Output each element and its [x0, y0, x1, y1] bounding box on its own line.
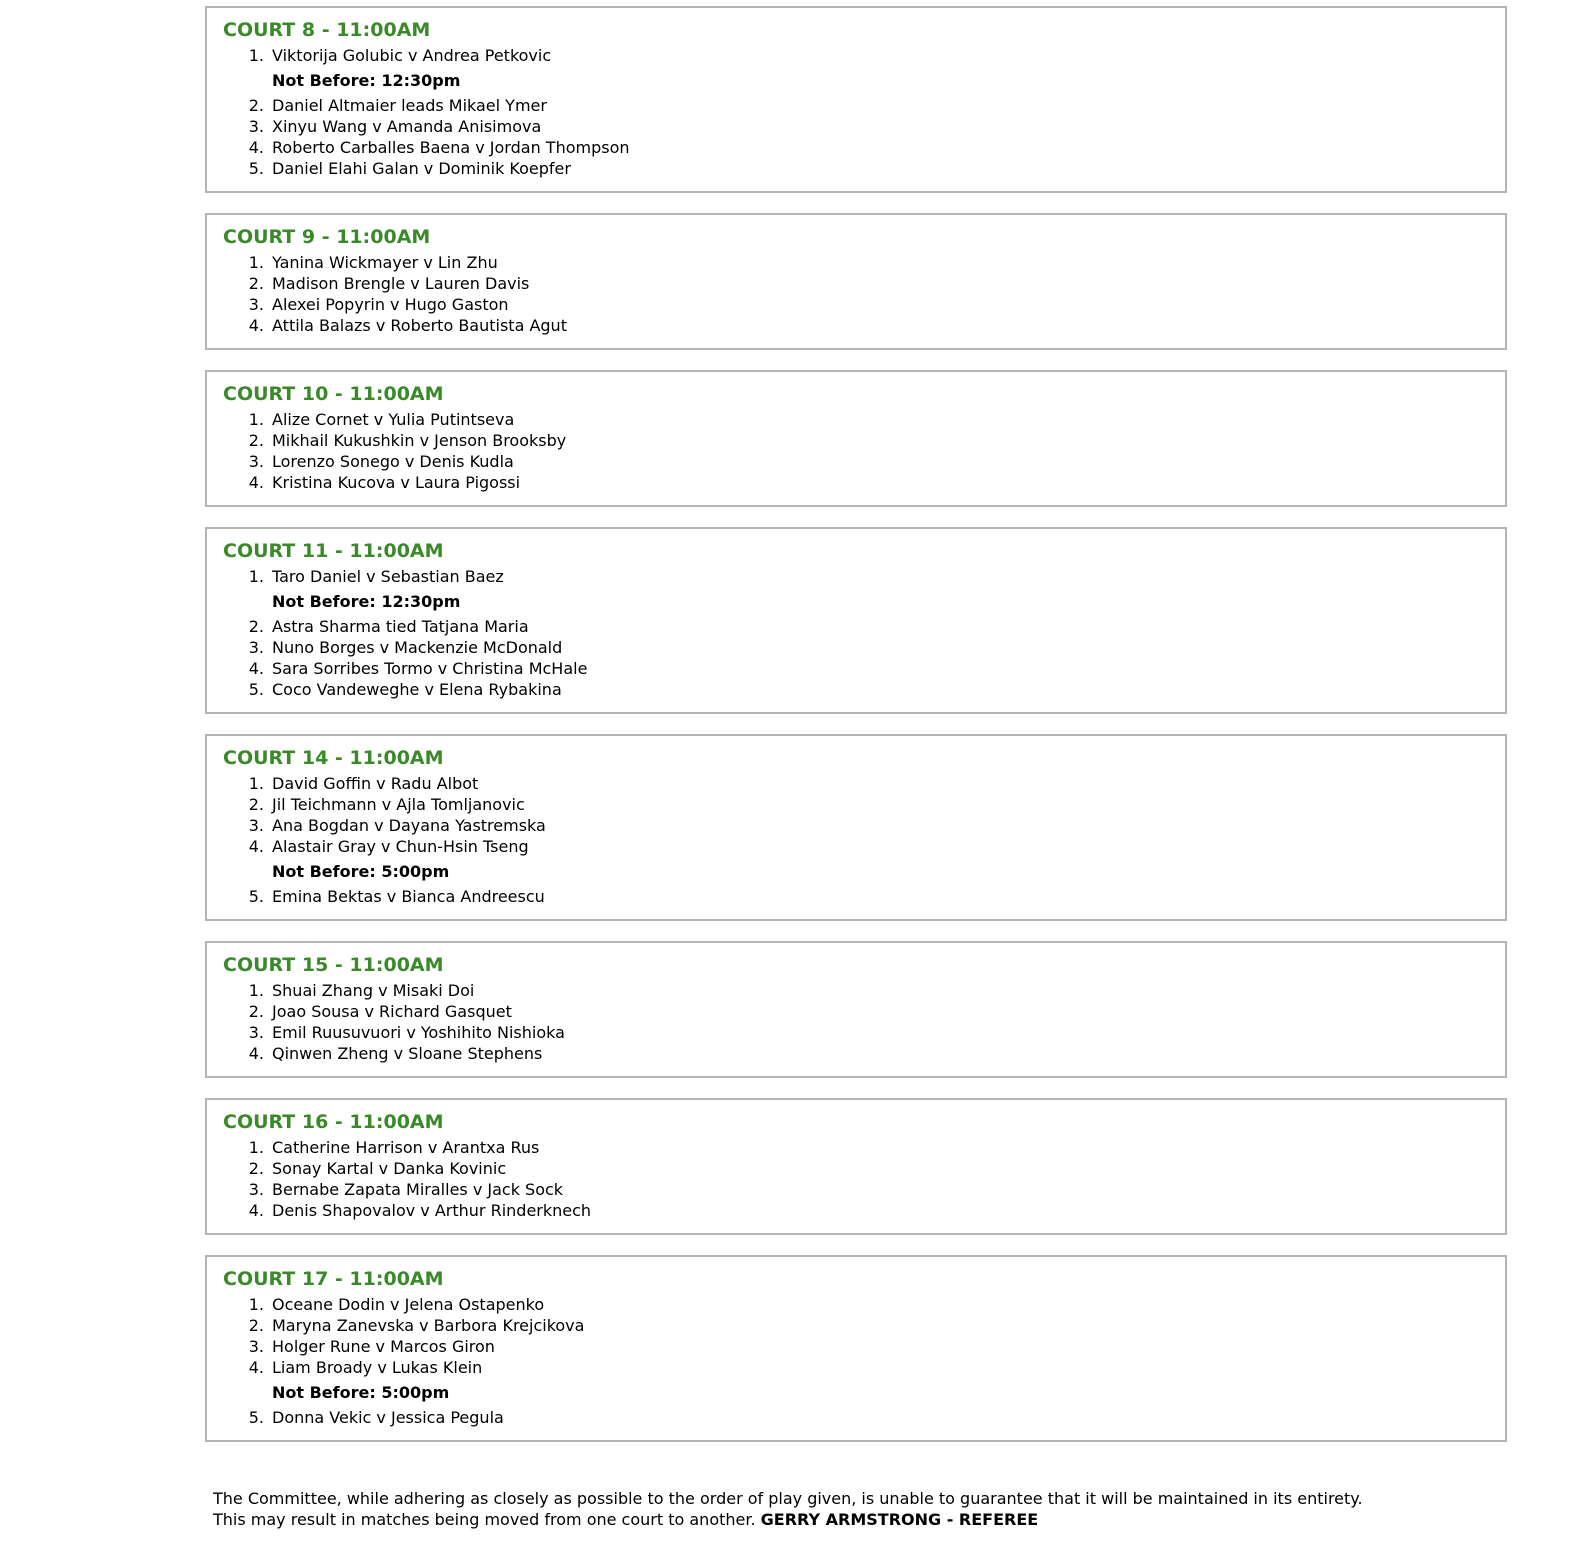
- disclaimer-line-2: [213, 1509, 1363, 1530]
- match-entry: [223, 1043, 1489, 1064]
- match-number: 2.: [248, 1159, 264, 1178]
- match-text: Bernabe Zapata Miralles v Jack Sock: [272, 1180, 564, 1199]
- disclaimer-text: This may result in matches being moved from one court to another.: [213, 1510, 756, 1529]
- footer-disclaimer: [213, 1488, 1363, 1530]
- match-text: Taro Daniel v Sebastian Baez: [272, 567, 504, 586]
- match-entry: [223, 886, 1489, 907]
- court-title: COURT 8 - 11:00AM: [223, 19, 431, 41]
- match-number: 1.: [248, 46, 264, 65]
- not-before-note: Not Before: 5:00pm: [272, 862, 450, 881]
- match-number: 3.: [248, 638, 264, 657]
- match-entry: [223, 616, 1489, 637]
- match-number: 4.: [248, 316, 264, 335]
- court-block: [205, 734, 1507, 921]
- match-number: 2.: [248, 431, 264, 450]
- match-entry: [223, 451, 1489, 472]
- court-title: COURT 10 - 11:00AM: [223, 383, 444, 405]
- match-entry: [223, 1407, 1489, 1428]
- match-entry: [223, 472, 1489, 493]
- match-entry: [223, 430, 1489, 451]
- match-text: Coco Vandeweghe v Elena Rybakina: [272, 680, 562, 699]
- match-text: Alexei Popyrin v Hugo Gaston: [272, 295, 509, 314]
- court-title: COURT 9 - 11:00AM: [223, 226, 431, 248]
- match-text: Emil Ruusuvuori v Yoshihito Nishioka: [272, 1023, 565, 1042]
- match-number: 3.: [248, 816, 264, 835]
- match-number: 1.: [248, 774, 264, 793]
- match-entry: [223, 252, 1489, 273]
- match-entry: [223, 1137, 1489, 1158]
- match-entry: [223, 980, 1489, 1001]
- match-number: 4.: [248, 1044, 264, 1063]
- match-entry: [223, 1336, 1489, 1357]
- court-block: [205, 527, 1507, 714]
- match-text: Ana Bogdan v Dayana Yastremska: [272, 816, 546, 835]
- match-number: 2.: [248, 274, 264, 293]
- match-text: Joao Sousa v Richard Gasquet: [272, 1002, 512, 1021]
- match-entry: [223, 409, 1489, 430]
- match-text: Daniel Elahi Galan v Dominik Koepfer: [272, 159, 571, 178]
- match-entry: [223, 658, 1489, 679]
- match-number: 3.: [248, 1180, 264, 1199]
- match-number: 5.: [248, 680, 264, 699]
- match-text: Shuai Zhang v Misaki Doi: [272, 981, 475, 1000]
- court-block: [205, 6, 1507, 193]
- match-text: Daniel Altmaier leads Mikael Ymer: [272, 96, 547, 115]
- match-number: 1.: [248, 981, 264, 1000]
- match-text: Jil Teichmann v Ajla Tomljanovic: [272, 795, 525, 814]
- match-entry: [223, 1022, 1489, 1043]
- match-number: 3.: [248, 1337, 264, 1356]
- match-number: 2.: [248, 96, 264, 115]
- court-title: COURT 15 - 11:00AM: [223, 954, 444, 976]
- match-entry: [223, 815, 1489, 836]
- court-title: COURT 17 - 11:00AM: [223, 1268, 444, 1290]
- match-text: Donna Vekic v Jessica Pegula: [272, 1408, 504, 1427]
- match-number: 3.: [248, 452, 264, 471]
- not-before-note: Not Before: 12:30pm: [272, 71, 461, 90]
- match-entry: [223, 1294, 1489, 1315]
- match-number: 4.: [248, 1201, 264, 1220]
- match-text: Catherine Harrison v Arantxa Rus: [272, 1138, 540, 1157]
- match-number: 5.: [248, 1408, 264, 1427]
- match-entry: [223, 1200, 1489, 1221]
- match-text: Holger Rune v Marcos Giron: [272, 1337, 495, 1356]
- match-text: Sara Sorribes Tormo v Christina McHale: [272, 659, 588, 678]
- match-text: Alastair Gray v Chun-Hsin Tseng: [272, 837, 529, 856]
- court-title: COURT 11 - 11:00AM: [223, 540, 444, 562]
- match-number: 1.: [248, 567, 264, 586]
- match-text: David Goffin v Radu Albot: [272, 774, 479, 793]
- match-entry: [223, 315, 1489, 336]
- court-block: [205, 213, 1507, 350]
- match-text: Madison Brengle v Lauren Davis: [272, 274, 530, 293]
- match-text: Xinyu Wang v Amanda Anisimova: [272, 117, 542, 136]
- match-entry: [223, 1179, 1489, 1200]
- match-entry: [223, 836, 1489, 857]
- match-entry: [223, 794, 1489, 815]
- match-entry: [223, 116, 1489, 137]
- match-text: Viktorija Golubic v Andrea Petkovic: [272, 46, 552, 65]
- match-text: Astra Sharma tied Tatjana Maria: [272, 617, 529, 636]
- match-entry: [223, 294, 1489, 315]
- order-of-play: [205, 6, 1507, 1462]
- match-entry: [223, 1001, 1489, 1022]
- match-text: Mikhail Kukushkin v Jenson Brooksby: [272, 431, 567, 450]
- match-entry: [223, 158, 1489, 179]
- match-number: 1.: [248, 253, 264, 272]
- court-block: [205, 941, 1507, 1078]
- match-number: 1.: [248, 1138, 264, 1157]
- match-entry: [223, 1357, 1489, 1378]
- court-block: [205, 1098, 1507, 1235]
- match-entry: [223, 1158, 1489, 1179]
- match-number: 4.: [248, 1358, 264, 1377]
- match-text: Nuno Borges v Mackenzie McDonald: [272, 638, 563, 657]
- match-number: 3.: [248, 117, 264, 136]
- match-number: 4.: [248, 837, 264, 856]
- match-text: Lorenzo Sonego v Denis Kudla: [272, 452, 514, 471]
- match-text: Attila Balazs v Roberto Bautista Agut: [272, 316, 567, 335]
- match-text: Roberto Carballes Baena v Jordan Thompson: [272, 138, 630, 157]
- court-title: COURT 14 - 11:00AM: [223, 747, 444, 769]
- match-number: 2.: [248, 795, 264, 814]
- match-number: 3.: [248, 295, 264, 314]
- match-number: 1.: [248, 410, 264, 429]
- match-number: 2.: [248, 1002, 264, 1021]
- match-entry: [223, 679, 1489, 700]
- match-number: 5.: [248, 887, 264, 906]
- match-text: Alize Cornet v Yulia Putintseva: [272, 410, 515, 429]
- match-entry: [223, 566, 1489, 587]
- match-text: Kristina Kucova v Laura Pigossi: [272, 473, 521, 492]
- match-number: 1.: [248, 1295, 264, 1314]
- match-number: 2.: [248, 1316, 264, 1335]
- court-title: COURT 16 - 11:00AM: [223, 1111, 444, 1133]
- not-before-note: Not Before: 12:30pm: [272, 592, 461, 611]
- match-text: Sonay Kartal v Danka Kovinic: [272, 1159, 507, 1178]
- match-entry: [223, 137, 1489, 158]
- match-number: 4.: [248, 659, 264, 678]
- match-entry: [223, 1315, 1489, 1336]
- match-entry: [223, 45, 1489, 66]
- match-number: 4.: [248, 473, 264, 492]
- court-block: [205, 370, 1507, 507]
- match-entry: [223, 95, 1489, 116]
- match-text: Oceane Dodin v Jelena Ostapenko: [272, 1295, 545, 1314]
- court-block: [205, 1255, 1507, 1442]
- match-number: 2.: [248, 617, 264, 636]
- match-number: 3.: [248, 1023, 264, 1042]
- match-number: 4.: [248, 138, 264, 157]
- match-entry: [223, 637, 1489, 658]
- match-text: Yanina Wickmayer v Lin Zhu: [272, 253, 498, 272]
- match-number: 5.: [248, 159, 264, 178]
- not-before-note: Not Before: 5:00pm: [272, 1383, 450, 1402]
- match-entry: [223, 773, 1489, 794]
- match-entry: [223, 273, 1489, 294]
- match-text: Liam Broady v Lukas Klein: [272, 1358, 483, 1377]
- match-text: Denis Shapovalov v Arthur Rinderknech: [272, 1201, 592, 1220]
- match-text: Qinwen Zheng v Sloane Stephens: [272, 1044, 543, 1063]
- match-text: Maryna Zanevska v Barbora Krejcikova: [272, 1316, 585, 1335]
- disclaimer-line-1: The Committee, while adhering as closely as possible to the order of play given, is unable to guarantee that it will be maintained in its entirety.: [213, 1489, 1363, 1508]
- referee-name: GERRY ARMSTRONG - REFEREE: [760, 1510, 1039, 1529]
- match-text: Emina Bektas v Bianca Andreescu: [272, 887, 545, 906]
